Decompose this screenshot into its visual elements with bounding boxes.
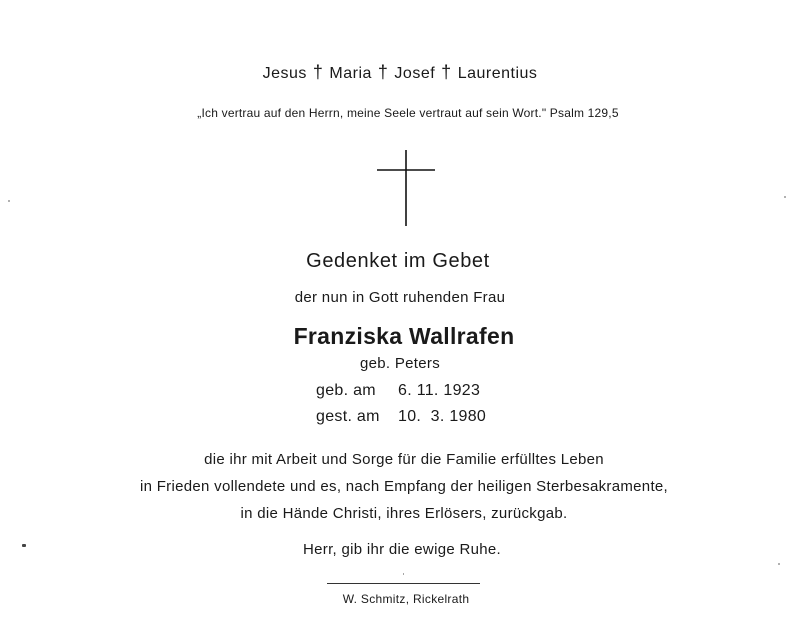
header-names [0, 62, 800, 83]
body-line-2: in Frieden vollendete und es, nach Empfang der heiligen Sterbesakramente, [139, 478, 669, 495]
deceased-name: Franziska Wallrafen [293, 323, 515, 349]
body-line-1: die ihr mit Arbeit und Sorge für die Familie erfülltes Leben [204, 451, 604, 468]
dagger-icon: † [441, 62, 452, 82]
died-label: gest. am [316, 408, 380, 425]
page-title: Gedenket im Gebet [306, 250, 490, 272]
paper-speck [778, 563, 780, 565]
dagger-icon: † [312, 62, 324, 82]
printer-credit: W. Schmitz, Rickelrath [342, 592, 470, 606]
footer-divider [327, 583, 480, 584]
birth-date-row [316, 382, 486, 408]
subtitle: der nun in Gott ruhenden Frau [294, 289, 506, 306]
born-date: 6. 11. 1923 [398, 382, 481, 399]
dagger-icon: † [377, 62, 389, 82]
closing-prayer: Herr, gib ihr die ewige Ruhe. [303, 541, 501, 558]
died-date: 10. 3. 1980 [398, 408, 487, 425]
header-name-josef: Josef [394, 65, 436, 82]
birth-name: geb. Peters [359, 355, 440, 372]
paper-speck [784, 196, 786, 198]
psalm-quote: „Ich vertrau auf den Herrn, meine Seele vertraut auf sein Wort." Psalm 129,5 [197, 106, 619, 120]
header-name-maria: Maria [329, 65, 372, 82]
latin-cross-icon [377, 150, 435, 226]
life-dates [316, 382, 486, 434]
death-date-row [316, 408, 486, 434]
paper-speck [22, 544, 26, 547]
header-name-jesus: Jesus [262, 65, 307, 82]
paper-speck [403, 573, 404, 575]
paper-speck [8, 200, 10, 202]
body-line-3: in die Hände Christi, ihres Erlösers, zurückgab. [240, 505, 568, 522]
header-name-laurentius: Laurentius [457, 65, 538, 82]
born-label: geb. am [316, 382, 376, 399]
